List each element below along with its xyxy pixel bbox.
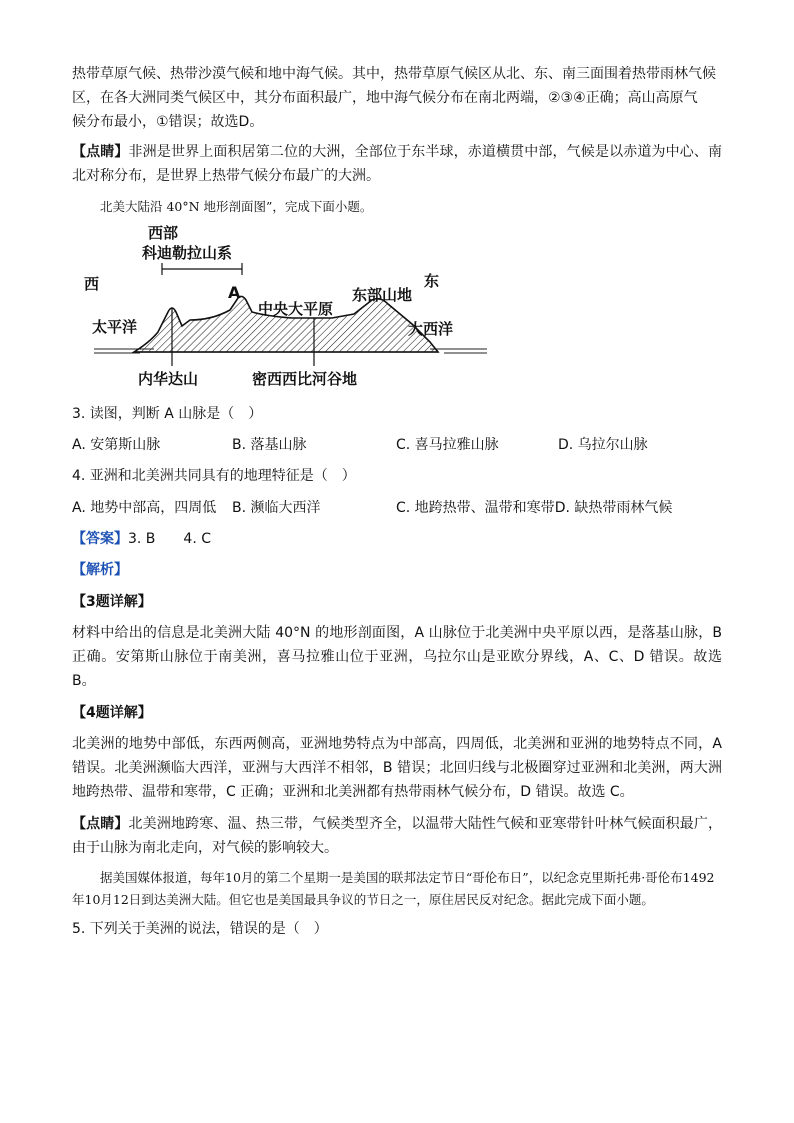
analysis-heading	[72, 558, 722, 582]
answer-line	[72, 527, 722, 551]
label-west: 西	[84, 274, 100, 293]
analysis-label: 【解析】	[72, 562, 128, 578]
q5-stem: 5. 下列关于美洲的说法，错误的是（ ）	[72, 921, 328, 937]
intro-text-1: 北美大陆沿 40°N 地形剖面图”，完成下面小题。	[100, 198, 373, 214]
tip-2	[72, 812, 722, 860]
q3-stem: 3. 读图，判断 A 山脉是（ ）	[72, 405, 263, 422]
prev-analysis	[72, 62, 722, 134]
q3-option-a: A. 安第斯山脉	[72, 437, 161, 453]
q3-option-b: B. 落基山脉	[232, 437, 307, 453]
tip-2-label: 【点睛】	[72, 815, 129, 832]
answer-label: 【答案】	[72, 530, 128, 547]
label-range-top2: 科迪勒拉山系	[142, 243, 233, 262]
q4-detail-heading	[72, 701, 722, 725]
terrain-profile-svg	[84, 223, 492, 394]
intro-text-2: 据美国媒体报道，每年10月的第二个星期一是美国的联邦法定节日“哥伦布日”，以纪念克里斯托弗·哥伦布1492年10月12日到达美洲大陆。但它也是美国最具争议的节日之一，原住居民反对纪念。据此完成下面小题。	[72, 870, 715, 907]
profile-figure	[84, 223, 492, 394]
tip-2-text: 北美洲地跨寒、温、热三带，气候类型齐全，以温带大陆性气候和亚寒带针叶林气候面积最广，由于山脉为南北走向，对气候的影响较大。	[72, 815, 723, 856]
label-atlantic: 大西洋	[408, 319, 454, 338]
label-mississippi: 密西西比河谷地	[252, 369, 358, 388]
q3-option-c: C. 喜马拉雅山脉	[396, 437, 499, 453]
prev-analysis-line1: 热带草原气候、热带沙漠气候和地中海气候。其中，热带草原气候区从北、东、南三面围着热带雨林气候	[72, 66, 716, 82]
cordillera-bracket	[162, 263, 242, 275]
q4-option-c: C. 地跨热带、温带和寒带	[396, 499, 555, 516]
tip-1-text: 非洲是世界上面积居第二位的大洲，全部位于东半球，赤道横贯中部，气候是以赤道为中心、南北对称分布，是世界上热带气候分布最广的大洲。	[72, 144, 723, 184]
document-page	[72, 62, 722, 949]
q4-detail-text: 北美洲的地势中部低，东西两侧高，亚洲地势特点为中部高，四周低，北美洲和亚洲的地势特点不同，A 错误。北美洲濒临大西洋，亚洲与大西洋不相邻，B 错误；北回归线与北极圈穿过亚洲和北美洲，两大洲地跨热带、温带和寒带，C 正确；亚洲和北美洲都有热带雨林气候分布，D 错误。故选 C。	[72, 736, 722, 800]
q4-option-b: B. 濒临大西洋	[232, 499, 321, 516]
q3-detail-label: 【3题详解】	[72, 593, 152, 610]
q4-options	[72, 496, 722, 520]
tip-1-label: 【点睛】	[72, 144, 129, 160]
prev-analysis-line3: 候分布最小，①错误；故选D。	[72, 114, 264, 130]
q4-stem: 4. 亚洲和北美洲共同具有的地理特征是（ ）	[72, 468, 356, 484]
q3-detail-heading	[72, 590, 722, 614]
answer-text: 3. B 4. C	[128, 530, 211, 547]
q4-detail-label: 【4题详解】	[72, 704, 152, 721]
label-pacific: 太平洋	[92, 317, 138, 336]
q3-detail-text: 材料中给出的信息是北美洲大陆 40°N 的地形剖面图，A 山脉位于北美洲中央平原以西，是落基山脉，B 正确。安第斯山脉位于南美洲，喜马拉雅山位于亚洲，乌拉尔山是亚欧分界线，A、C、D 错误。故选 B。	[72, 625, 722, 689]
q3-option-d: D. 乌拉尔山脉	[558, 437, 648, 453]
q3-options	[72, 433, 722, 457]
label-east: 东	[424, 271, 440, 290]
label-point-a: A	[228, 282, 241, 302]
label-plain: 中央大平原	[258, 299, 334, 318]
label-east-mountains: 东部山地	[352, 285, 413, 304]
q4-option-a: A. 地势中部高，四周低	[72, 499, 217, 516]
prev-analysis-line2: 区，在各大洲同类气候区中，其分布面积最广，地中海气候分布在南北两端，②③④正确；高山高原气	[72, 90, 698, 106]
label-nevada: 内华达山	[138, 369, 199, 388]
label-range-top1: 西部	[148, 223, 179, 242]
q4-option-d: D. 缺热带雨林气候	[554, 499, 673, 516]
tip-1	[72, 140, 722, 188]
